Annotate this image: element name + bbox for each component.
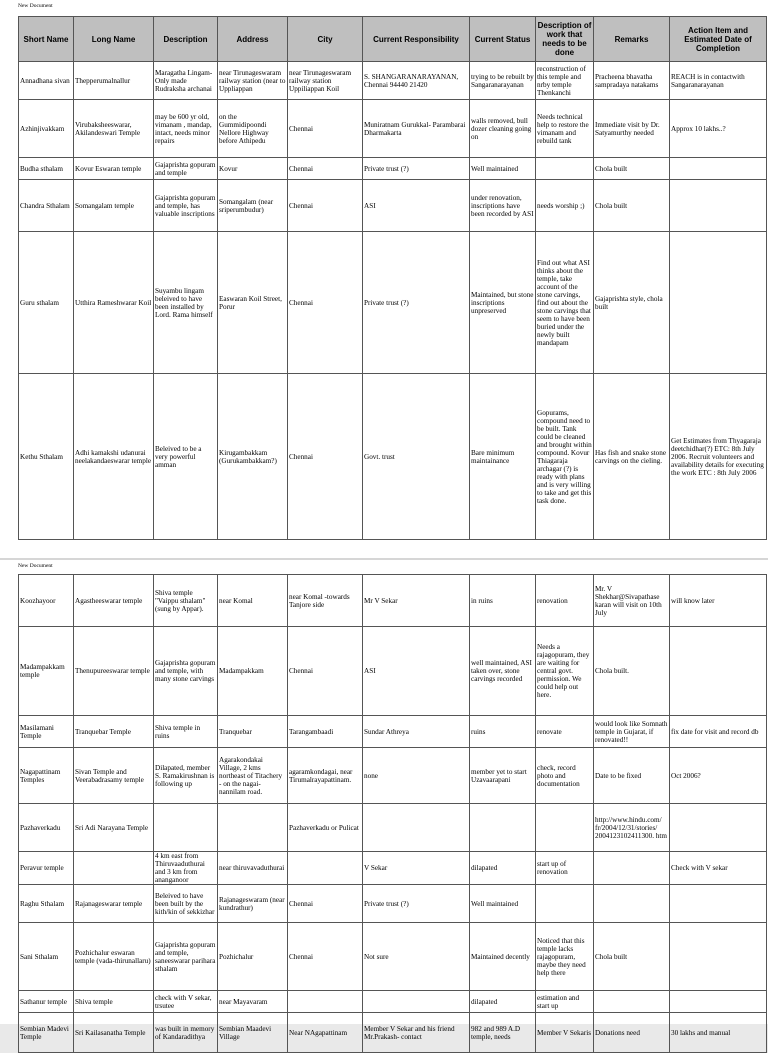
table-cell: Date to be fixed xyxy=(594,748,670,804)
table-cell: Rajanageswarar temple xyxy=(74,885,154,923)
table-cell: Tranquebar Temple xyxy=(74,716,154,748)
table-cell: Madampakkam temple xyxy=(19,627,74,716)
table-cell: 982 and 989 A.D temple, needs xyxy=(470,1013,536,1053)
table-cell xyxy=(288,852,363,885)
table-cell: Shiva temple in ruins xyxy=(154,716,218,748)
table-cell: Azhinjivakkam xyxy=(19,100,74,158)
table-cell: Gajaprishta gopuram and temple xyxy=(154,158,218,180)
table-cell: Chennai xyxy=(288,232,363,374)
page-header-label: New Document xyxy=(18,563,53,569)
table-row xyxy=(19,158,767,180)
table-cell xyxy=(154,804,218,852)
column-header: Current Status xyxy=(470,17,536,62)
table-cell xyxy=(670,627,767,716)
table-cell: Not sure xyxy=(363,923,470,991)
table-row xyxy=(19,374,767,540)
temple-table-page-1 xyxy=(18,16,767,540)
table-cell: dilapated xyxy=(470,852,536,885)
table-cell: Suyambu lingam beleived to have been installed by Lord. Rama himself xyxy=(154,232,218,374)
table-cell: Thenupureeswarar temple xyxy=(74,627,154,716)
table-cell: Well maintained xyxy=(470,158,536,180)
table-cell xyxy=(594,991,670,1013)
column-header: Description of work that needs to be done xyxy=(536,17,594,62)
table-cell: Maintained, but stone inscriptions unpreserved xyxy=(470,232,536,374)
table-cell: estimation and start up xyxy=(536,991,594,1013)
table-cell: Nagapattinam Temples xyxy=(19,748,74,804)
table-row xyxy=(19,1013,767,1053)
table-cell xyxy=(536,885,594,923)
table-cell: Budha sthalam xyxy=(19,158,74,180)
table-cell: Chennai xyxy=(288,158,363,180)
table-cell: Govt. trust xyxy=(363,374,470,540)
table-cell: in ruins xyxy=(470,575,536,627)
table-cell: Near NAgapattinam xyxy=(288,1013,363,1053)
table-cell: under renovation, inscriptions have been recorded by ASI xyxy=(470,180,536,232)
table-cell: reconstruction of this temple and nrby temple Thenkanchi xyxy=(536,62,594,100)
table-cell: Mr. V Shekhar@Sivapathase karan will visit on 10th July xyxy=(594,575,670,627)
table-cell: well maintained, ASI taken over, stone carvings recorded xyxy=(470,627,536,716)
table-cell xyxy=(74,852,154,885)
table-row xyxy=(19,627,767,716)
table-cell: Raghu Sthalam xyxy=(19,885,74,923)
table-cell: Needs a rajagopuram, they are waiting for central govt. permission. We could help out here. xyxy=(536,627,594,716)
table-cell xyxy=(670,158,767,180)
table-cell: Gajaprishta gopuram and temple, has valuable inscriptions xyxy=(154,180,218,232)
table-cell: check with V sekar, trsutee xyxy=(154,991,218,1013)
table-cell: Beleived to be a very powerful amman xyxy=(154,374,218,540)
table-cell: Chandra Sthalam xyxy=(19,180,74,232)
table-cell xyxy=(536,804,594,852)
table-cell: Madampakkam xyxy=(218,627,288,716)
table-cell: needs worship ;) xyxy=(536,180,594,232)
table-cell: will know later xyxy=(670,575,767,627)
table-cell: walls removed, bull dozer cleaning going on xyxy=(470,100,536,158)
table-cell: renovate xyxy=(536,716,594,748)
table-cell: Gajaprishta gopuram and temple, with many stone carvings xyxy=(154,627,218,716)
table-cell: on the Gummidipoondi Nellore Highway before Athipedu xyxy=(218,100,288,158)
table-cell: Private trust (?) xyxy=(363,158,470,180)
table-cell: ASI xyxy=(363,627,470,716)
column-header: Current Responsibility xyxy=(363,17,470,62)
table-cell: Kovur xyxy=(218,158,288,180)
column-header: Remarks xyxy=(594,17,670,62)
table-header-row xyxy=(19,17,767,62)
table-cell: Masilamani Temple xyxy=(19,716,74,748)
table-cell: S. SHANGARANARAYANAN, Chennai 94440 21420 xyxy=(363,62,470,100)
table-cell: Shiva temple "Vaippu sthalam" (sung by Appar). xyxy=(154,575,218,627)
table-cell: Well maintained xyxy=(470,885,536,923)
table-cell: Chennai xyxy=(288,627,363,716)
table-cell xyxy=(670,885,767,923)
table-row xyxy=(19,62,767,100)
table-cell: would look like Somnath temple in Gujarat, if renovated!! xyxy=(594,716,670,748)
table-cell: Has fish and snake stone carvings on the cieling. xyxy=(594,374,670,540)
table-cell: Sivan Temple and Veerabadrasamy temple xyxy=(74,748,154,804)
table-cell: Dilapated, member S. Ramakirushnan is following up xyxy=(154,748,218,804)
table-cell: REACH is in contactwith Sangaranarayanan xyxy=(670,62,767,100)
table-cell: Find out what ASI thinks about the temple, take account of the stone carvings, find out about the stone carvings that seem to have been buried under the newly built mandapam xyxy=(536,232,594,374)
table-cell: Oct 2006? xyxy=(670,748,767,804)
column-header: Description xyxy=(154,17,218,62)
table-cell: Chennai xyxy=(288,374,363,540)
table-row xyxy=(19,100,767,158)
table-cell: Approx 10 lakhs..? xyxy=(670,100,767,158)
table-cell: Tranquebar xyxy=(218,716,288,748)
column-header: Address xyxy=(218,17,288,62)
table-cell xyxy=(670,991,767,1013)
table-cell: Gajaprishta gopuram and temple, saneeswarar parihara sthalam xyxy=(154,923,218,991)
table-cell: Sathanur temple xyxy=(19,991,74,1013)
table-cell: Maintained decently xyxy=(470,923,536,991)
table-cell: Thepperumalnallur xyxy=(74,62,154,100)
table-cell: Chola built xyxy=(594,923,670,991)
table-cell: near Mayavaram xyxy=(218,991,288,1013)
table-cell: Chola built. xyxy=(594,627,670,716)
table-cell: may be 600 yr old, vimanam , mandap, intact, needs minor repairs xyxy=(154,100,218,158)
document-page-2 xyxy=(0,560,768,1041)
table-cell: was built in memory of Kandaradithya xyxy=(154,1013,218,1053)
table-cell: Agarakondakai Village, 2 kms northeast of Titachery - on the nagai-nannilam road. xyxy=(218,748,288,804)
table-cell: Peravur temple xyxy=(19,852,74,885)
table-cell: trying to be rebuilt by Sangaranarayanan xyxy=(470,62,536,100)
table-cell: Chennai xyxy=(288,923,363,991)
column-header: City xyxy=(288,17,363,62)
table-cell: Private trust (?) xyxy=(363,232,470,374)
table-cell xyxy=(218,804,288,852)
table-cell: Virubaksheeswarar, Akilandeswari Temple xyxy=(74,100,154,158)
table-cell xyxy=(594,852,670,885)
table-cell: Sri Kailasanatha Temple xyxy=(74,1013,154,1053)
table-row xyxy=(19,748,767,804)
column-header: Action Item and Estimated Date of Completion xyxy=(670,17,767,62)
table-cell: Chola built xyxy=(594,158,670,180)
table-cell: Pazhaverkadu or Pulicat xyxy=(288,804,363,852)
table-cell: agaramkondagai, near Tirumalrayapattinam. xyxy=(288,748,363,804)
table-row xyxy=(19,852,767,885)
table-cell: Private trust (?) xyxy=(363,885,470,923)
table-cell: Chola built xyxy=(594,180,670,232)
table-row xyxy=(19,232,767,374)
table-row xyxy=(19,923,767,991)
table-cell: Donations need xyxy=(594,1013,670,1053)
table-cell: Pozhichalur xyxy=(218,923,288,991)
table-cell xyxy=(288,991,363,1013)
table-cell: Maragatha Lingam-Only made Rudraksha archanai xyxy=(154,62,218,100)
table-cell: Somangalam (near sriperumbudur) xyxy=(218,180,288,232)
table-cell xyxy=(536,158,594,180)
table-cell: Noticed that this temple lacks rajagopuram, maybe they need help there xyxy=(536,923,594,991)
table-cell: Chennai xyxy=(288,885,363,923)
table-row xyxy=(19,885,767,923)
table-cell: ruins xyxy=(470,716,536,748)
table-cell xyxy=(670,804,767,852)
table-row xyxy=(19,575,767,627)
table-row xyxy=(19,991,767,1013)
table-cell: http://www.hindu.com/ fr/2004/12/31/stories/ 2004123102411300. htm xyxy=(594,804,670,852)
table-cell xyxy=(363,991,470,1013)
table-cell xyxy=(594,885,670,923)
temple-table-page-2 xyxy=(18,574,767,1053)
table-cell: near Komal -towards Tanjore side xyxy=(288,575,363,627)
table-cell: ASI xyxy=(363,180,470,232)
table-cell: Sembian Maadevi Village xyxy=(218,1013,288,1053)
table-cell: Sani Sthalam xyxy=(19,923,74,991)
table-cell: Rajanageswaram (near kundrathur) xyxy=(218,885,288,923)
table-cell: Bare minimum maintainance xyxy=(470,374,536,540)
table-cell: Sembian Madevi Temple xyxy=(19,1013,74,1053)
table-cell: Check with V sekar xyxy=(670,852,767,885)
table-cell xyxy=(670,923,767,991)
table-row xyxy=(19,716,767,748)
table-cell: Tarangambaadi xyxy=(288,716,363,748)
table-cell: fix date for visit and record db xyxy=(670,716,767,748)
table-cell: Easwaran Koil Street, Porur xyxy=(218,232,288,374)
table-cell: Somangalam temple xyxy=(74,180,154,232)
table-cell: Mr V Sekar xyxy=(363,575,470,627)
table-cell: Annadhana sivan xyxy=(19,62,74,100)
table-cell: Chennai xyxy=(288,180,363,232)
table-cell xyxy=(670,232,767,374)
table-cell xyxy=(470,804,536,852)
table-cell: Immediate visit by Dr. Satyamurthy needed xyxy=(594,100,670,158)
table-cell: renovation xyxy=(536,575,594,627)
table-cell: Guru sthalam xyxy=(19,232,74,374)
table-cell: Koozhayoor xyxy=(19,575,74,627)
table-cell: 4 km east from Thiruvaaduthurai and 3 km from ananganoor xyxy=(154,852,218,885)
table-cell: Kirugambakkam (Gurukambakkam?) xyxy=(218,374,288,540)
table-cell: Needs technical help to restore the vimanam and rebuild tank xyxy=(536,100,594,158)
table-cell: Sri Adi Narayana Temple xyxy=(74,804,154,852)
table-cell: none xyxy=(363,748,470,804)
table-row xyxy=(19,804,767,852)
page-header-label: New Document xyxy=(18,3,53,9)
table-cell xyxy=(363,804,470,852)
table-cell: Kovur Eswaran temple xyxy=(74,158,154,180)
table-cell: Sundar Athreya xyxy=(363,716,470,748)
column-header: Short Name xyxy=(19,17,74,62)
table-cell: Member V Sekaris xyxy=(536,1013,594,1053)
table-cell: near Tirunageswaram railway station (near to Uppliappan xyxy=(218,62,288,100)
table-cell: near thiruvavaduthurai xyxy=(218,852,288,885)
table-cell: Utthira Rameshwarar Koil xyxy=(74,232,154,374)
table-cell: member yet to start Uzavaarapani xyxy=(470,748,536,804)
table-cell: 30 lakhs and manual xyxy=(670,1013,767,1053)
table-cell: Gopurams, compound need to be built. Tank could be cleaned and brought within compound. Kovur Thiagaraja archagar (?) is ready with plans and is very willing to take and get this task done. xyxy=(536,374,594,540)
table-cell: Adhi kamakshi udanurai neelakandaeswarar temple xyxy=(74,374,154,540)
table-row xyxy=(19,180,767,232)
table-cell: Agastheeswarar temple xyxy=(74,575,154,627)
table-cell: Member V Sekar and his friend Mr.Prakash- contact xyxy=(363,1013,470,1053)
table-cell: dilapated xyxy=(470,991,536,1013)
table-cell: Chennai xyxy=(288,100,363,158)
table-cell: Beleived to have been built by the kith/kin of sekkizhar xyxy=(154,885,218,923)
table-cell: Pracheena bhavatha sampradaya natakams xyxy=(594,62,670,100)
table-cell: Pazhaverkadu xyxy=(19,804,74,852)
table-cell: Get Estimates from Thyagaraja deetchidhar(?) ETC: 8th July 2006. Recruit volunteers and availability details for executing the work ETC : 8th July 2006 xyxy=(670,374,767,540)
table-cell: V Sekar xyxy=(363,852,470,885)
table-cell: Muniratnam Gurukkal- Parambarai Dharmakarta xyxy=(363,100,470,158)
table-cell: start up of renovation xyxy=(536,852,594,885)
table-cell xyxy=(670,180,767,232)
table-cell: check, record photo and documentation xyxy=(536,748,594,804)
table-cell: Kethu Sthalam xyxy=(19,374,74,540)
table-cell: near Komal xyxy=(218,575,288,627)
column-header: Long Name xyxy=(74,17,154,62)
table-cell: near Tirunageswaram railway station Uppiliappan Koil xyxy=(288,62,363,100)
table-cell: Pozhichalur eswaran temple (vada-thirunallaru) xyxy=(74,923,154,991)
table-cell: Gajaprishta style, chola built xyxy=(594,232,670,374)
table-cell: Shiva temple xyxy=(74,991,154,1013)
